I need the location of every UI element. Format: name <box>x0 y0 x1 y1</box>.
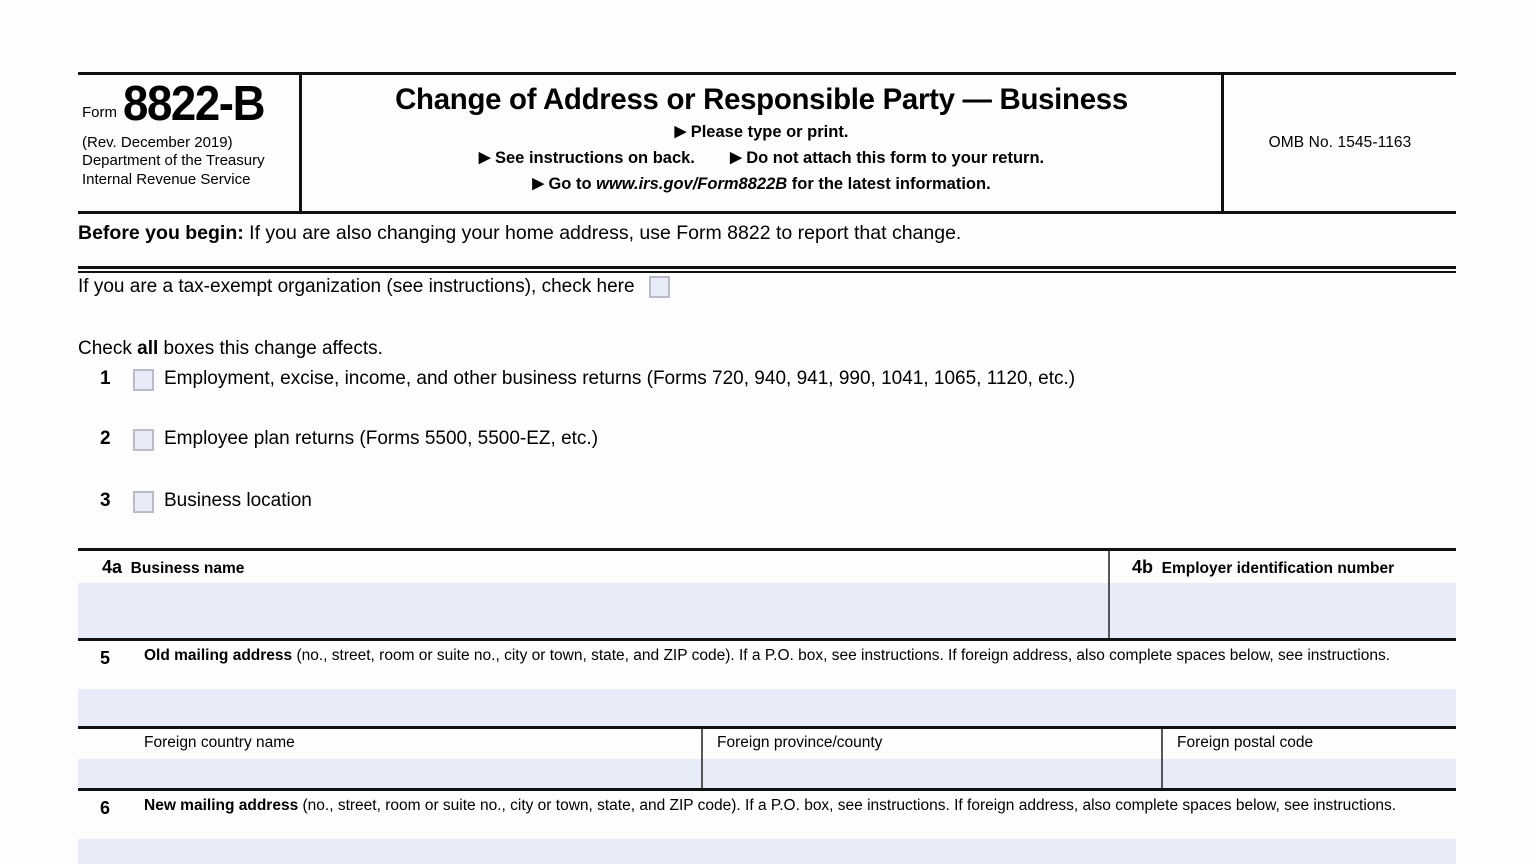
line-6-header <box>78 791 1456 839</box>
check-all-intro-pre: Check <box>78 338 138 359</box>
line-5-label-rest: (no., street, room or suite no., city or town, state, and ZIP code). If a P.O. box, see instructions. If foreign address, also complete spaces below, see instructions. <box>292 647 1391 664</box>
line-4a-input[interactable] <box>78 583 1108 638</box>
checkbox-row-3 <box>100 490 312 513</box>
instruction-see-instructions-text: See instructions on back. <box>495 148 695 167</box>
foreign-country-input[interactable] <box>78 759 701 788</box>
arrow-right-icon: ▶ <box>532 174 544 192</box>
checkbox-row-2-number: 2 <box>100 428 111 449</box>
tax-exempt-row <box>78 276 1456 298</box>
foreign-province-cell <box>703 729 1163 788</box>
foreign-postal-cell <box>1163 729 1456 788</box>
instruction-type-or-print-text: Please type or print. <box>690 122 849 141</box>
check-all-intro <box>78 338 383 360</box>
checkbox-row-3-number: 3 <box>100 490 111 511</box>
form-title-block <box>302 75 1224 211</box>
before-you-begin-row <box>78 222 1456 245</box>
checkbox-1-wrapper <box>124 368 164 391</box>
before-you-begin-text: If you are also changing your home address, use Form 8822 to report that change. <box>243 222 962 244</box>
checkbox-business-returns[interactable] <box>133 369 154 391</box>
foreign-province-input[interactable] <box>703 759 1161 788</box>
line-6-label-rest: (no., street, room or suite no., city or town, state, and ZIP code). If a P.O. box, see instructions. If foreign address, also complete spaces below, see instructions. <box>298 797 1397 814</box>
omb-number: OMB No. 1545-1163 <box>1268 134 1412 151</box>
line-4b-cell <box>1110 551 1456 638</box>
tax-exempt-checkbox[interactable] <box>649 276 670 298</box>
line-5-label-bold: Old mailing address <box>144 647 293 664</box>
department-line-1: Department of the Treasury <box>82 152 265 170</box>
line-4a-cell <box>78 551 1110 638</box>
checkbox-2-wrapper <box>124 428 164 451</box>
instruction-line-type-or-print <box>312 122 1211 143</box>
check-all-intro-post: boxes this change affects. <box>158 338 383 359</box>
checkbox-row-1-label: Employment, excise, income, and other business returns (Forms 720, 940, 941, 990, 1041, 1065, 1120, etc.) <box>164 368 1076 389</box>
divider-above-tax-exempt-secondary <box>78 271 1456 273</box>
line-4a-label: Business name <box>130 560 245 577</box>
foreign-country-cell <box>78 729 703 788</box>
check-all-intro-bold: all <box>137 338 159 359</box>
foreign-address-row-old <box>78 726 1456 788</box>
tax-exempt-label: If you are a tax-exempt organization (see instructions), check here <box>78 276 635 297</box>
line-4-row <box>78 548 1456 638</box>
form-number: 8822-B <box>123 77 265 131</box>
irs-form-url-link[interactable]: www.irs.gov/Form8822B <box>596 174 788 193</box>
form-word-label: Form <box>82 103 117 121</box>
line-4b-input[interactable] <box>1110 583 1456 638</box>
goto-prefix-text: Go to <box>548 174 597 193</box>
before-you-begin-label: Before you begin: <box>78 222 244 244</box>
line-6-row <box>78 788 1456 864</box>
checkbox-row-2 <box>100 428 598 451</box>
line-4b-label: Employer identification number <box>1161 560 1395 577</box>
checkbox-row-1 <box>100 368 1075 391</box>
form-identity-block <box>78 75 302 211</box>
form-revision-date: (Rev. December 2019) <box>82 133 233 151</box>
checkbox-row-2-label: Employee plan returns (Forms 5500, 5500-EZ, etc.) <box>164 428 599 449</box>
line-5-row <box>78 638 1456 726</box>
foreign-country-label: Foreign country name <box>144 734 295 751</box>
instruction-line-goto-url <box>312 174 1211 195</box>
line-6-number: 6 <box>100 798 111 818</box>
checkbox-business-location[interactable] <box>133 491 154 513</box>
divider-above-tax-exempt <box>78 266 1456 269</box>
checkbox-row-1-number: 1 <box>100 368 111 389</box>
checkbox-employee-plan-returns[interactable] <box>133 429 154 451</box>
line-4b-number: 4b <box>1132 557 1154 577</box>
checkbox-3-wrapper <box>124 490 164 513</box>
goto-suffix-text: for the latest information. <box>787 174 991 193</box>
omb-block <box>1224 75 1456 211</box>
line-4a-header <box>78 551 1108 583</box>
foreign-postal-label: Foreign postal code <box>1177 734 1314 751</box>
form-title: Change of Address or Responsible Party — Business <box>395 83 1128 116</box>
line-5-header <box>78 641 1456 689</box>
checkbox-row-3-label: Business location <box>164 490 312 511</box>
line-6-label-block <box>78 796 1456 817</box>
line-4a-number: 4a <box>102 557 123 577</box>
department-line-2: Internal Revenue Service <box>82 170 251 188</box>
foreign-postal-input[interactable] <box>1163 759 1456 788</box>
line-5-input[interactable] <box>78 689 1456 726</box>
instruction-do-not-attach-text: Do not attach this form to your return. <box>746 148 1045 167</box>
arrow-right-icon: ▶ <box>730 148 742 166</box>
line-4b-header <box>1110 551 1456 583</box>
instruction-line-see-instructions <box>312 148 1211 169</box>
line-5-label-block <box>78 646 1456 667</box>
form-header <box>78 72 1456 214</box>
arrow-right-icon: ▶ <box>674 122 687 140</box>
foreign-province-label: Foreign province/county <box>717 734 883 751</box>
arrow-right-icon: ▶ <box>478 148 491 166</box>
line-6-label-bold: New mailing address <box>144 797 299 814</box>
line-6-input[interactable] <box>78 839 1456 864</box>
line-5-number: 5 <box>100 648 111 668</box>
